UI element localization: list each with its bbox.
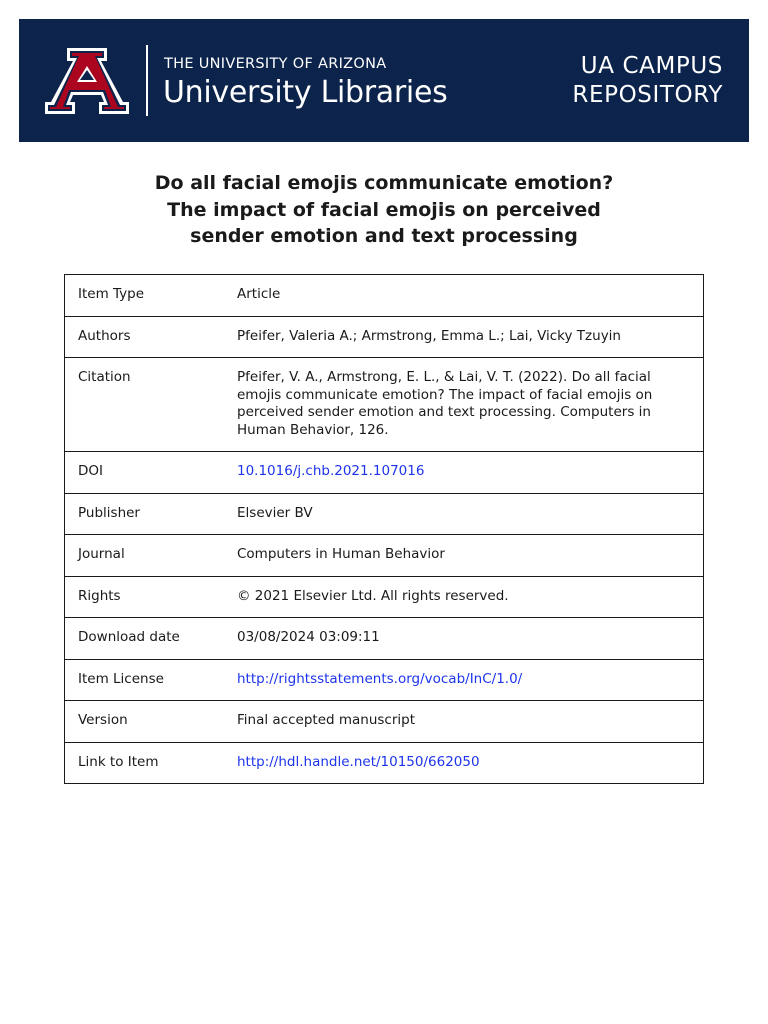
metadata-label: Journal (78, 546, 125, 562)
repository-banner (19, 19, 749, 142)
university-name: THE UNIVERSITY OF ARIZONA (164, 56, 387, 72)
item-license-link[interactable]: http://rightsstatements.org/vocab/InC/1.0/ (237, 670, 523, 687)
metadata-label: Item Type (78, 286, 145, 302)
doi-cell (237, 452, 703, 493)
metadata-label: Rights (78, 587, 121, 604)
download-date-value: 03/08/2024 03:09:11 (237, 629, 380, 645)
metadata-row-item-license (65, 659, 703, 701)
metadata-label: Link to Item (78, 753, 159, 770)
metadata-row-download-date (65, 617, 703, 659)
metadata-row-authors (65, 316, 703, 358)
title-line-2: The impact of facial emojis on perceived (167, 198, 601, 221)
citation-value: Pfeifer, V. A., Armstrong, E. L., & Lai, V. T. (2022). Do all facial emojis communicate emotion? The impact of facial emojis on perceived sender emotion and text processing. Computers in Human Behavior, 126. (237, 369, 653, 438)
metadata-row-publisher (65, 493, 703, 535)
repository-label-line2: REPOSITORY (572, 82, 723, 108)
authors-value: Pfeifer, Valeria A.; Armstrong, Emma L.; Lai, Vicky Tzuyin (237, 327, 621, 344)
metadata-row-rights (65, 576, 703, 618)
metadata-row-version (65, 700, 703, 742)
metadata-table (64, 274, 704, 784)
metadata-row-citation (65, 357, 703, 451)
item-license-cell (237, 660, 703, 701)
rights-value: © 2021 Elsevier Ltd. All rights reserved. (237, 587, 509, 604)
metadata-row-item-type (65, 275, 703, 316)
item-type-value: Article (237, 286, 281, 302)
banner-divider (146, 45, 148, 116)
metadata-label: DOI (78, 463, 104, 479)
libraries-name: University Libraries (163, 75, 448, 110)
metadata-label: Version (78, 712, 128, 728)
doi-link[interactable]: 10.1016/j.chb.2021.107016 (237, 463, 425, 479)
version-value: Final accepted manuscript (237, 712, 416, 728)
document-title (64, 170, 704, 250)
journal-value: Computers in Human Behavior (237, 546, 445, 562)
metadata-label: Publisher (78, 504, 140, 521)
metadata-label: Item License (78, 670, 164, 687)
title-line-3: sender emotion and text processing (190, 225, 578, 247)
publisher-value: Elsevier BV (237, 504, 313, 521)
university-of-arizona-logo (45, 46, 129, 116)
metadata-label: Citation (78, 369, 131, 385)
link-to-item-link[interactable]: http://hdl.handle.net/10150/662050 (237, 753, 480, 770)
metadata-row-journal (65, 534, 703, 576)
repository-label-line1: UA CAMPUS (580, 53, 723, 79)
metadata-label: Download date (78, 629, 180, 645)
metadata-label: Authors (78, 327, 131, 344)
title-line-1: Do all facial emojis communicate emotion? (154, 172, 614, 194)
metadata-row-link-to-item (65, 742, 703, 784)
repository-label (572, 52, 723, 110)
link-to-item-cell (237, 743, 703, 784)
metadata-row-doi (65, 451, 703, 493)
